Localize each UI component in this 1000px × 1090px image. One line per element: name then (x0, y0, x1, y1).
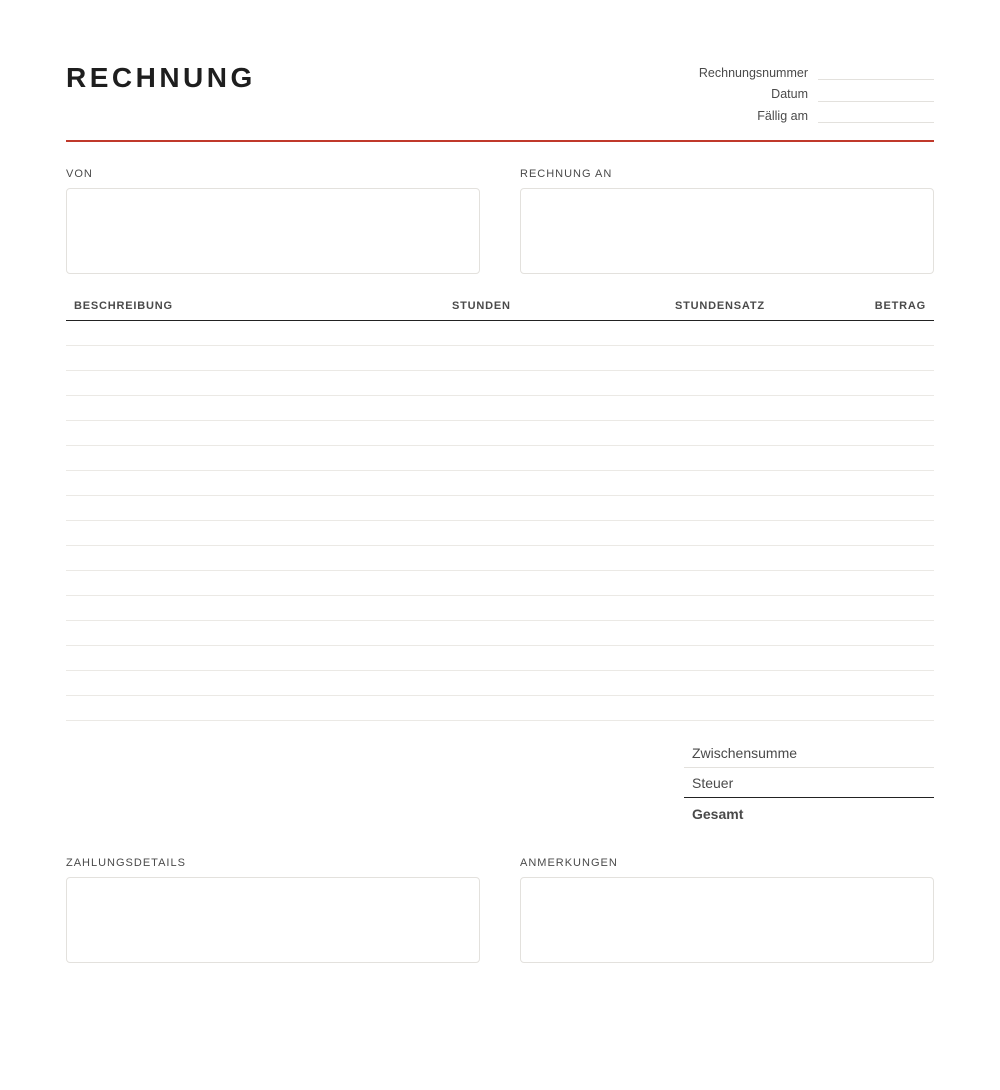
table-row[interactable] (66, 395, 934, 396)
table-row[interactable] (66, 595, 934, 596)
invoice-number-label: Rechnungsnummer (698, 65, 808, 80)
total-row (684, 798, 934, 830)
total-label: Gesamt (692, 806, 744, 822)
column-header-rate: STUNDENSATZ (675, 300, 765, 312)
meta-row-due (634, 105, 934, 127)
notes-field[interactable] (520, 877, 934, 963)
table-row[interactable] (66, 545, 934, 546)
items-table-header (66, 299, 934, 321)
due-date-label: Fällig am (757, 108, 808, 123)
table-row[interactable] (66, 370, 934, 371)
table-row[interactable] (66, 420, 934, 421)
table-row[interactable] (66, 720, 934, 721)
date-field[interactable] (818, 87, 934, 102)
table-row[interactable] (66, 495, 934, 496)
due-date-field[interactable] (818, 108, 934, 123)
table-row[interactable] (66, 345, 934, 346)
meta-row-date (634, 84, 934, 106)
date-label: Datum (771, 87, 808, 102)
subtotal-label: Zwischensumme (692, 744, 798, 761)
tax-label: Steuer (692, 774, 734, 791)
table-row[interactable] (66, 670, 934, 671)
table-row[interactable] (66, 445, 934, 446)
table-row[interactable] (66, 645, 934, 646)
invoice-meta (634, 62, 934, 127)
header-divider (66, 140, 934, 142)
table-row[interactable] (66, 620, 934, 621)
totals-block (684, 738, 934, 830)
page-title: RECHNUNG (66, 62, 256, 93)
from-field[interactable] (66, 188, 480, 274)
bill-to-field[interactable] (520, 188, 934, 274)
invoice-number-field[interactable] (818, 65, 934, 80)
column-header-hours: STUNDEN (452, 300, 511, 312)
notes-label: ANMERKUNGEN (520, 857, 618, 869)
subtotal-row (684, 738, 934, 768)
bill-to-label: RECHNUNG AN (520, 168, 613, 180)
column-header-amount: BETRAG (874, 300, 926, 312)
meta-row-number (634, 62, 934, 84)
table-row[interactable] (66, 520, 934, 521)
table-row[interactable] (66, 570, 934, 571)
payment-details-field[interactable] (66, 877, 480, 963)
table-row[interactable] (66, 695, 934, 696)
column-header-description: BESCHREIBUNG (74, 300, 173, 312)
table-row[interactable] (66, 470, 934, 471)
from-label: VON (66, 168, 93, 180)
payment-details-label: ZAHLUNGSDETAILS (66, 857, 186, 869)
tax-row (684, 768, 934, 798)
